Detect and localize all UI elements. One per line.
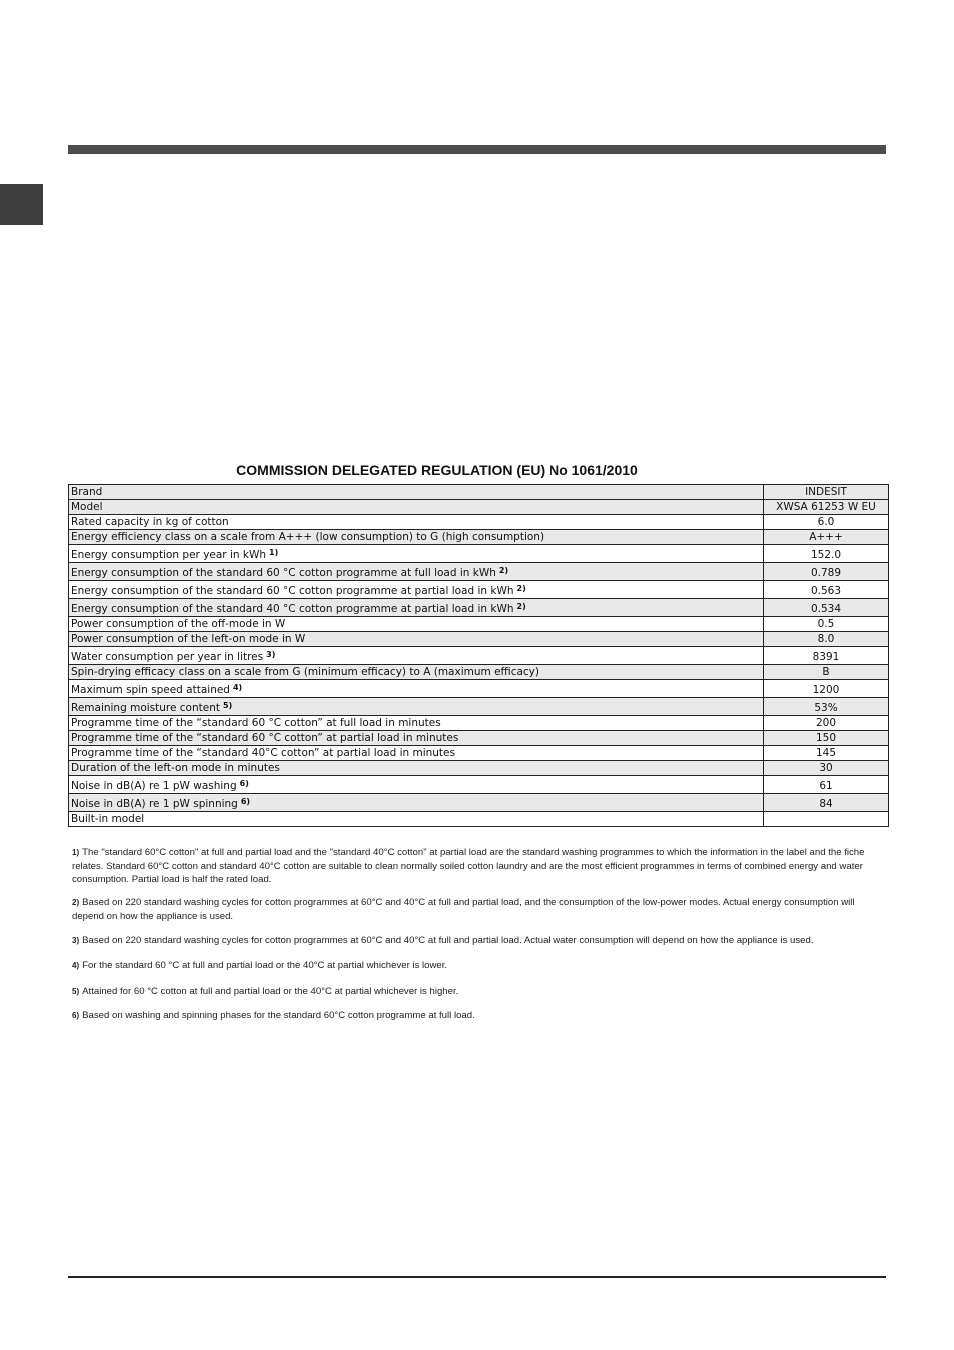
row-label bbox=[69, 746, 764, 761]
row-label bbox=[69, 812, 764, 827]
row-value: B bbox=[764, 665, 889, 680]
row-label bbox=[69, 698, 764, 716]
row-value: 0.5 bbox=[764, 617, 889, 632]
table-row bbox=[69, 500, 889, 515]
row-label bbox=[69, 680, 764, 698]
language-tab-marker bbox=[0, 184, 43, 225]
row-value: 1200 bbox=[764, 680, 889, 698]
footnote-text: Based on 220 standard washing cycles for cotton programmes at 60°C and 40°C at full and partial load. Actual water consumption will depend on how the appliance is used. bbox=[82, 935, 814, 946]
row-value: A+++ bbox=[764, 530, 889, 545]
table-row bbox=[69, 485, 889, 500]
row-label-text: Energy consumption of the standard 60 °C cotton programme at partial load in kWh bbox=[71, 585, 514, 597]
table-row bbox=[69, 599, 889, 617]
row-label-text: Model bbox=[71, 501, 103, 513]
row-label-text: Power consumption of the left-on mode in W bbox=[71, 633, 306, 645]
row-value: 150 bbox=[764, 731, 889, 746]
row-value: 61 bbox=[764, 776, 889, 794]
footnote-text: The "standard 60°C cotton" at full and partial load and the "standard 40°C cotton" at partial load are the standard washing programmes to which the information in the label and the fiche relates. Standard 60°C cotton and standard 40°C cotton are suitable to clean normally soiled cotton laundry and are the most efficient programmes in terms of combined energy and water consumption. Partial load is half the rated load. bbox=[72, 847, 865, 885]
row-value: 6.0 bbox=[764, 515, 889, 530]
row-value: 8.0 bbox=[764, 632, 889, 647]
row-value: 53% bbox=[764, 698, 889, 716]
product-fiche-table bbox=[68, 484, 889, 827]
footnote-ref: 1) bbox=[269, 548, 279, 557]
table-row bbox=[69, 515, 889, 530]
table-row bbox=[69, 731, 889, 746]
row-label bbox=[69, 485, 764, 500]
table-row bbox=[69, 530, 889, 545]
row-label-text: Power consumption of the off-mode in W bbox=[71, 618, 286, 630]
row-label-text: Built-in model bbox=[71, 813, 145, 825]
footnote-ref: 2) bbox=[498, 566, 509, 575]
row-label-text: Duration of the left-on mode in minutes bbox=[71, 762, 280, 774]
footnote-ref: 2) bbox=[516, 584, 526, 593]
row-label bbox=[69, 599, 764, 617]
footnote-ref: 5) bbox=[223, 701, 233, 710]
table-row bbox=[69, 698, 889, 716]
row-label bbox=[69, 530, 764, 545]
row-value: INDESIT bbox=[764, 485, 889, 500]
row-label bbox=[69, 500, 764, 515]
table-row bbox=[69, 647, 889, 665]
footnote-ref: 4) bbox=[232, 683, 243, 692]
row-label-text: Rated capacity in kg of cotton bbox=[71, 516, 229, 528]
row-value: 84 bbox=[764, 794, 889, 812]
table-row bbox=[69, 632, 889, 647]
footnote-ref: 2) bbox=[516, 602, 526, 611]
table-row bbox=[69, 617, 889, 632]
row-value: 0.563 bbox=[764, 581, 889, 599]
row-value: 200 bbox=[764, 716, 889, 731]
row-label bbox=[69, 665, 764, 680]
row-label-text: Noise in dB(A) re 1 pW washing bbox=[71, 780, 237, 792]
table-row bbox=[69, 581, 889, 599]
row-label bbox=[69, 647, 764, 665]
row-value: 0.789 bbox=[764, 563, 889, 581]
footnote-item bbox=[72, 934, 887, 948]
row-label-text: Programme time of the “standard 60 °C cotton” at full load in minutes bbox=[71, 717, 441, 729]
row-label bbox=[69, 794, 764, 812]
footnote-number: 6) bbox=[72, 1011, 80, 1020]
row-label bbox=[69, 581, 764, 599]
row-label-text: Energy consumption of the standard 40 °C cotton programme at partial load in kWh bbox=[71, 603, 514, 615]
row-value: 145 bbox=[764, 746, 889, 761]
row-label bbox=[69, 632, 764, 647]
footnote-item bbox=[72, 1009, 887, 1023]
footnote-item bbox=[72, 896, 887, 923]
footnote-number: 1) bbox=[72, 848, 80, 857]
header-rule bbox=[68, 145, 886, 154]
footnote-item bbox=[72, 846, 887, 887]
row-label-text: Maximum spin speed attained bbox=[71, 684, 230, 696]
footnote-number: 4) bbox=[72, 961, 80, 970]
row-value: 0.534 bbox=[764, 599, 889, 617]
footnote-item bbox=[72, 985, 887, 999]
table-row bbox=[69, 776, 889, 794]
footnote-text: Based on 220 standard washing cycles for cotton programmes at 60°C and 40°C at full and partial load, and the consumption of the low-power modes. Actual energy consumption will depend on how the appliance is used. bbox=[72, 897, 855, 922]
footer-rule bbox=[68, 1276, 886, 1278]
row-label bbox=[69, 563, 764, 581]
row-label-text: Energy efficiency class on a scale from A+++ (low consumption) to G (high consumption) bbox=[71, 531, 545, 543]
row-value: 152.0 bbox=[764, 545, 889, 563]
row-label-text: Water consumption per year in litres bbox=[71, 651, 264, 663]
row-label-text: Remaining moisture content bbox=[71, 702, 220, 714]
footnote-text: For the standard 60 °C at full and partial load or the 40°C at partial whichever is lower. bbox=[82, 960, 448, 971]
footnote-number: 2) bbox=[72, 898, 80, 907]
row-label-text: Energy consumption of the standard 60 °C cotton programme at full load in kWh bbox=[71, 567, 496, 579]
row-label-text: Spin-drying efficacy class on a scale from G (minimum efficacy) to A (maximum efficacy) bbox=[71, 666, 539, 678]
row-label-text: Programme time of the “standard 40°C cotton” at partial load in minutes bbox=[71, 747, 455, 759]
table-row bbox=[69, 812, 889, 827]
row-label-text: Brand bbox=[71, 486, 103, 498]
regulation-title: COMMISSION DELEGATED REGULATION (EU) No 1061/2010 bbox=[236, 462, 638, 478]
row-label bbox=[69, 545, 764, 563]
row-label bbox=[69, 716, 764, 731]
footnote-number: 3) bbox=[72, 936, 80, 945]
footnote-ref: 3) bbox=[266, 650, 276, 659]
table-row bbox=[69, 746, 889, 761]
row-label-text: Programme time of the “standard 60 °C cotton” at partial load in minutes bbox=[71, 732, 459, 744]
row-label bbox=[69, 776, 764, 794]
row-label bbox=[69, 761, 764, 776]
row-label bbox=[69, 731, 764, 746]
footnote-ref: 6) bbox=[239, 779, 249, 788]
row-label bbox=[69, 515, 764, 530]
row-label-text: Noise in dB(A) re 1 pW spinning bbox=[71, 798, 238, 810]
footnote-text: Attained for 60 °C cotton at full and partial load or the 40°C at partial whichever is higher. bbox=[82, 986, 459, 997]
row-value: 8391 bbox=[764, 647, 889, 665]
footnote-ref: 6) bbox=[240, 797, 251, 806]
row-value: 30 bbox=[764, 761, 889, 776]
footnote-item bbox=[72, 959, 887, 973]
table-row bbox=[69, 716, 889, 731]
table-row bbox=[69, 563, 889, 581]
table-row bbox=[69, 794, 889, 812]
table-row bbox=[69, 545, 889, 563]
table-row bbox=[69, 761, 889, 776]
table-row bbox=[69, 665, 889, 680]
footnote-number: 5) bbox=[72, 987, 80, 996]
row-value bbox=[764, 812, 889, 827]
row-label-text: Energy consumption per year in kWh bbox=[71, 549, 266, 561]
row-value: XWSA 61253 W EU bbox=[764, 500, 889, 515]
table-row bbox=[69, 680, 889, 698]
row-label bbox=[69, 617, 764, 632]
footnote-text: Based on washing and spinning phases for the standard 60°C cotton programme at full load. bbox=[82, 1010, 475, 1021]
